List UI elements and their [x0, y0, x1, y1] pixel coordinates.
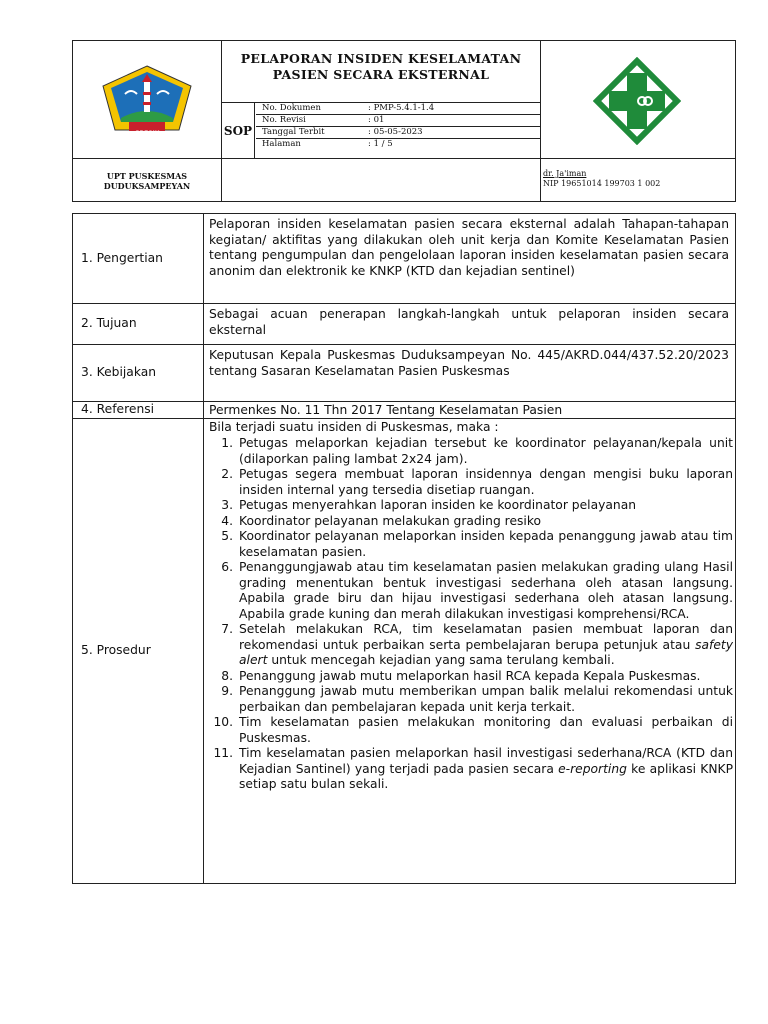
step-number: 7.: [221, 622, 233, 636]
step-text: [239, 746, 733, 793]
puskesmas-logo: [593, 57, 681, 149]
meta-key: Tanggal Terbit: [262, 127, 325, 137]
list-item: [209, 436, 733, 467]
step-number: 11.: [213, 746, 233, 760]
meta-key: No. Revisi: [262, 115, 306, 125]
section-label-kebijakan: 3. Kebijakan: [81, 365, 157, 379]
list-item: [209, 467, 733, 498]
meta-row: [256, 103, 541, 115]
meta-row: [256, 139, 541, 150]
document-meta: [256, 103, 541, 150]
list-item: [209, 684, 733, 715]
list-item: [209, 560, 733, 622]
list-item: [209, 498, 733, 514]
organization-name: [73, 159, 221, 203]
step-number: 3.: [221, 498, 233, 512]
document-header: [72, 40, 736, 202]
meta-key: No. Dokumen: [262, 103, 321, 113]
step-text-part: ke aplikasi KNKP setiap satu bulan sekali.: [239, 761, 734, 791]
signer-nip: NIP 19651014 199703 1 002: [543, 179, 661, 188]
signer-name: dr. Ja'iman: [543, 169, 587, 178]
logo-label: GRESIK: [134, 130, 160, 137]
step-text: [239, 622, 733, 669]
meta-row: [256, 115, 541, 127]
prosedur-steps: [209, 436, 733, 793]
list-item: [209, 514, 733, 530]
step-text-part: Tim keselamatan pasien melaporkan hasil investigasi sederhana/RCA (KTD dan Kejadian Santinel) yang terjadi pada pasien secara: [239, 746, 733, 776]
org-line-2: DUDUKSAMPEYAN: [103, 181, 191, 191]
prosedur-intro: Bila terjadi suatu insiden di Puskesmas, maka :: [209, 420, 499, 434]
step-number: 9.: [221, 684, 233, 698]
step-text: Koordinator pelayanan melaporkan insiden kepada penanggung jawab atau tim keselamatan pasien.: [239, 529, 733, 559]
list-item: [209, 746, 733, 793]
section-label-tujuan: 2. Tujuan: [81, 316, 137, 330]
step-number: 1.: [221, 436, 233, 450]
step-number: 4.: [221, 513, 233, 528]
step-number: 6.: [221, 560, 233, 574]
title-line-2: PASIEN SECARA EKSTERNAL: [272, 67, 490, 82]
section-text-kebijakan: Keputusan Kepala Puskesmas Duduksampeyan No. 445/AKRD.044/437.52.20/2023 tentang Sasaran Keselamatan Pasien Puskesmas: [209, 348, 729, 378]
title-line-1: PELAPORAN INSIDEN KESELAMATAN: [240, 51, 522, 66]
divider: [254, 103, 255, 158]
list-item: [209, 669, 733, 685]
sop-table: [72, 213, 736, 884]
step-text-part: Setelah melakukan RCA, tim keselamatan pasien membuat laporan dan rekomendasi untuk perbaikan serta pembelajaran berupa petunjuk atau: [239, 622, 733, 652]
step-text: Petugas menyerahkan laporan insiden ke koordinator pelayanan: [239, 498, 637, 512]
step-text: Tim keselamatan pasien melakukan monitoring dan evaluasi perbaikan di Puskesmas.: [239, 715, 733, 745]
section-label-pengertian: 1. Pengertian: [81, 251, 163, 265]
step-text-italic: e-reporting: [558, 761, 627, 776]
puskesmas-cross-icon: [593, 57, 681, 145]
step-text: Koordinator pelayanan melakukan grading resiko: [239, 513, 542, 528]
step-text-part: untuk mencegah kejadian yang sama terulang kembali.: [267, 653, 615, 667]
org-line-1: UPT PUSKESMAS: [106, 171, 188, 181]
meta-row: [256, 127, 541, 139]
step-text: Penanggung jawab mutu melaporkan hasil RCA kepada Kepala Puskesmas.: [239, 668, 701, 683]
meta-value: : 05-05-2023: [368, 127, 423, 137]
list-item: [209, 715, 733, 746]
list-item: [209, 529, 733, 560]
section-label-referensi: 4. Referensi: [81, 402, 155, 416]
divider: [203, 214, 204, 883]
gresik-crest-icon: [99, 64, 195, 136]
signature-block: [543, 169, 660, 189]
step-number: 8.: [221, 668, 233, 683]
section-label-prosedur: 5. Prosedur: [81, 643, 151, 657]
divider: [73, 303, 735, 304]
section-text-pengertian: Pelaporan insiden keselamatan pasien secara eksternal adalah Tahapan-tahapan kegiatan/ aktifitas yang dilakukan oleh unit kerja dan Komite Keselamatan Pasien tentang pengumpulan dan pengelolaan laporan insiden keselamatan pasien secara anonim dan elektronik ke KNKP (KTD dan kejadian sentinel): [209, 217, 729, 278]
step-text: Penanggung jawab mutu memberikan umpan balik melalui rekomendasi untuk perbaikan dan pembelajaran kepada unit kerja terkait.: [239, 684, 733, 714]
page-title: [222, 51, 540, 83]
step-number: 5.: [221, 529, 233, 543]
step-text-italic: safety alert: [239, 637, 733, 667]
meta-value: : 1 / 5: [368, 139, 393, 149]
meta-value: : PMP-5.4.1-1.4: [368, 103, 435, 113]
divider: [73, 401, 735, 402]
gresik-logo: [73, 41, 221, 158]
sop-label: SOP: [223, 123, 253, 138]
step-text: Petugas segera membuat laporan insidennya dengan mengisi buku laporan insiden internal yang tersedia disetiap ruangan.: [239, 467, 733, 497]
step-number: 2.: [221, 467, 233, 481]
section-text-tujuan: Sebagai acuan penerapan langkah-langkah untuk pelaporan insiden secara eksternal: [209, 307, 729, 337]
step-text: Petugas melaporkan kejadian tersebut ke koordinator pelayanan/kepala unit (dilaporkan paling lambat 2x24 jam).: [239, 436, 733, 466]
meta-key: Halaman: [262, 139, 301, 149]
step-text: Penanggungjawab atau tim keselamatan pasien melakukan grading ulang Hasil grading menentukan bentuk investigasi sederhana oleh atasan langsung. Apabila grade biru dan hijau investigasi sederhana oleh atasan langsung. Apabila grade kuning dan merah dilakukan investigasi komprehensi/RCA.: [239, 560, 733, 621]
section-text-referensi: Permenkes No. 11 Thn 2017 Tentang Keselamatan Pasien: [209, 403, 563, 417]
meta-value: : 01: [368, 115, 385, 125]
divider: [73, 344, 735, 345]
list-item: [209, 622, 733, 669]
step-number: 10.: [213, 715, 233, 729]
